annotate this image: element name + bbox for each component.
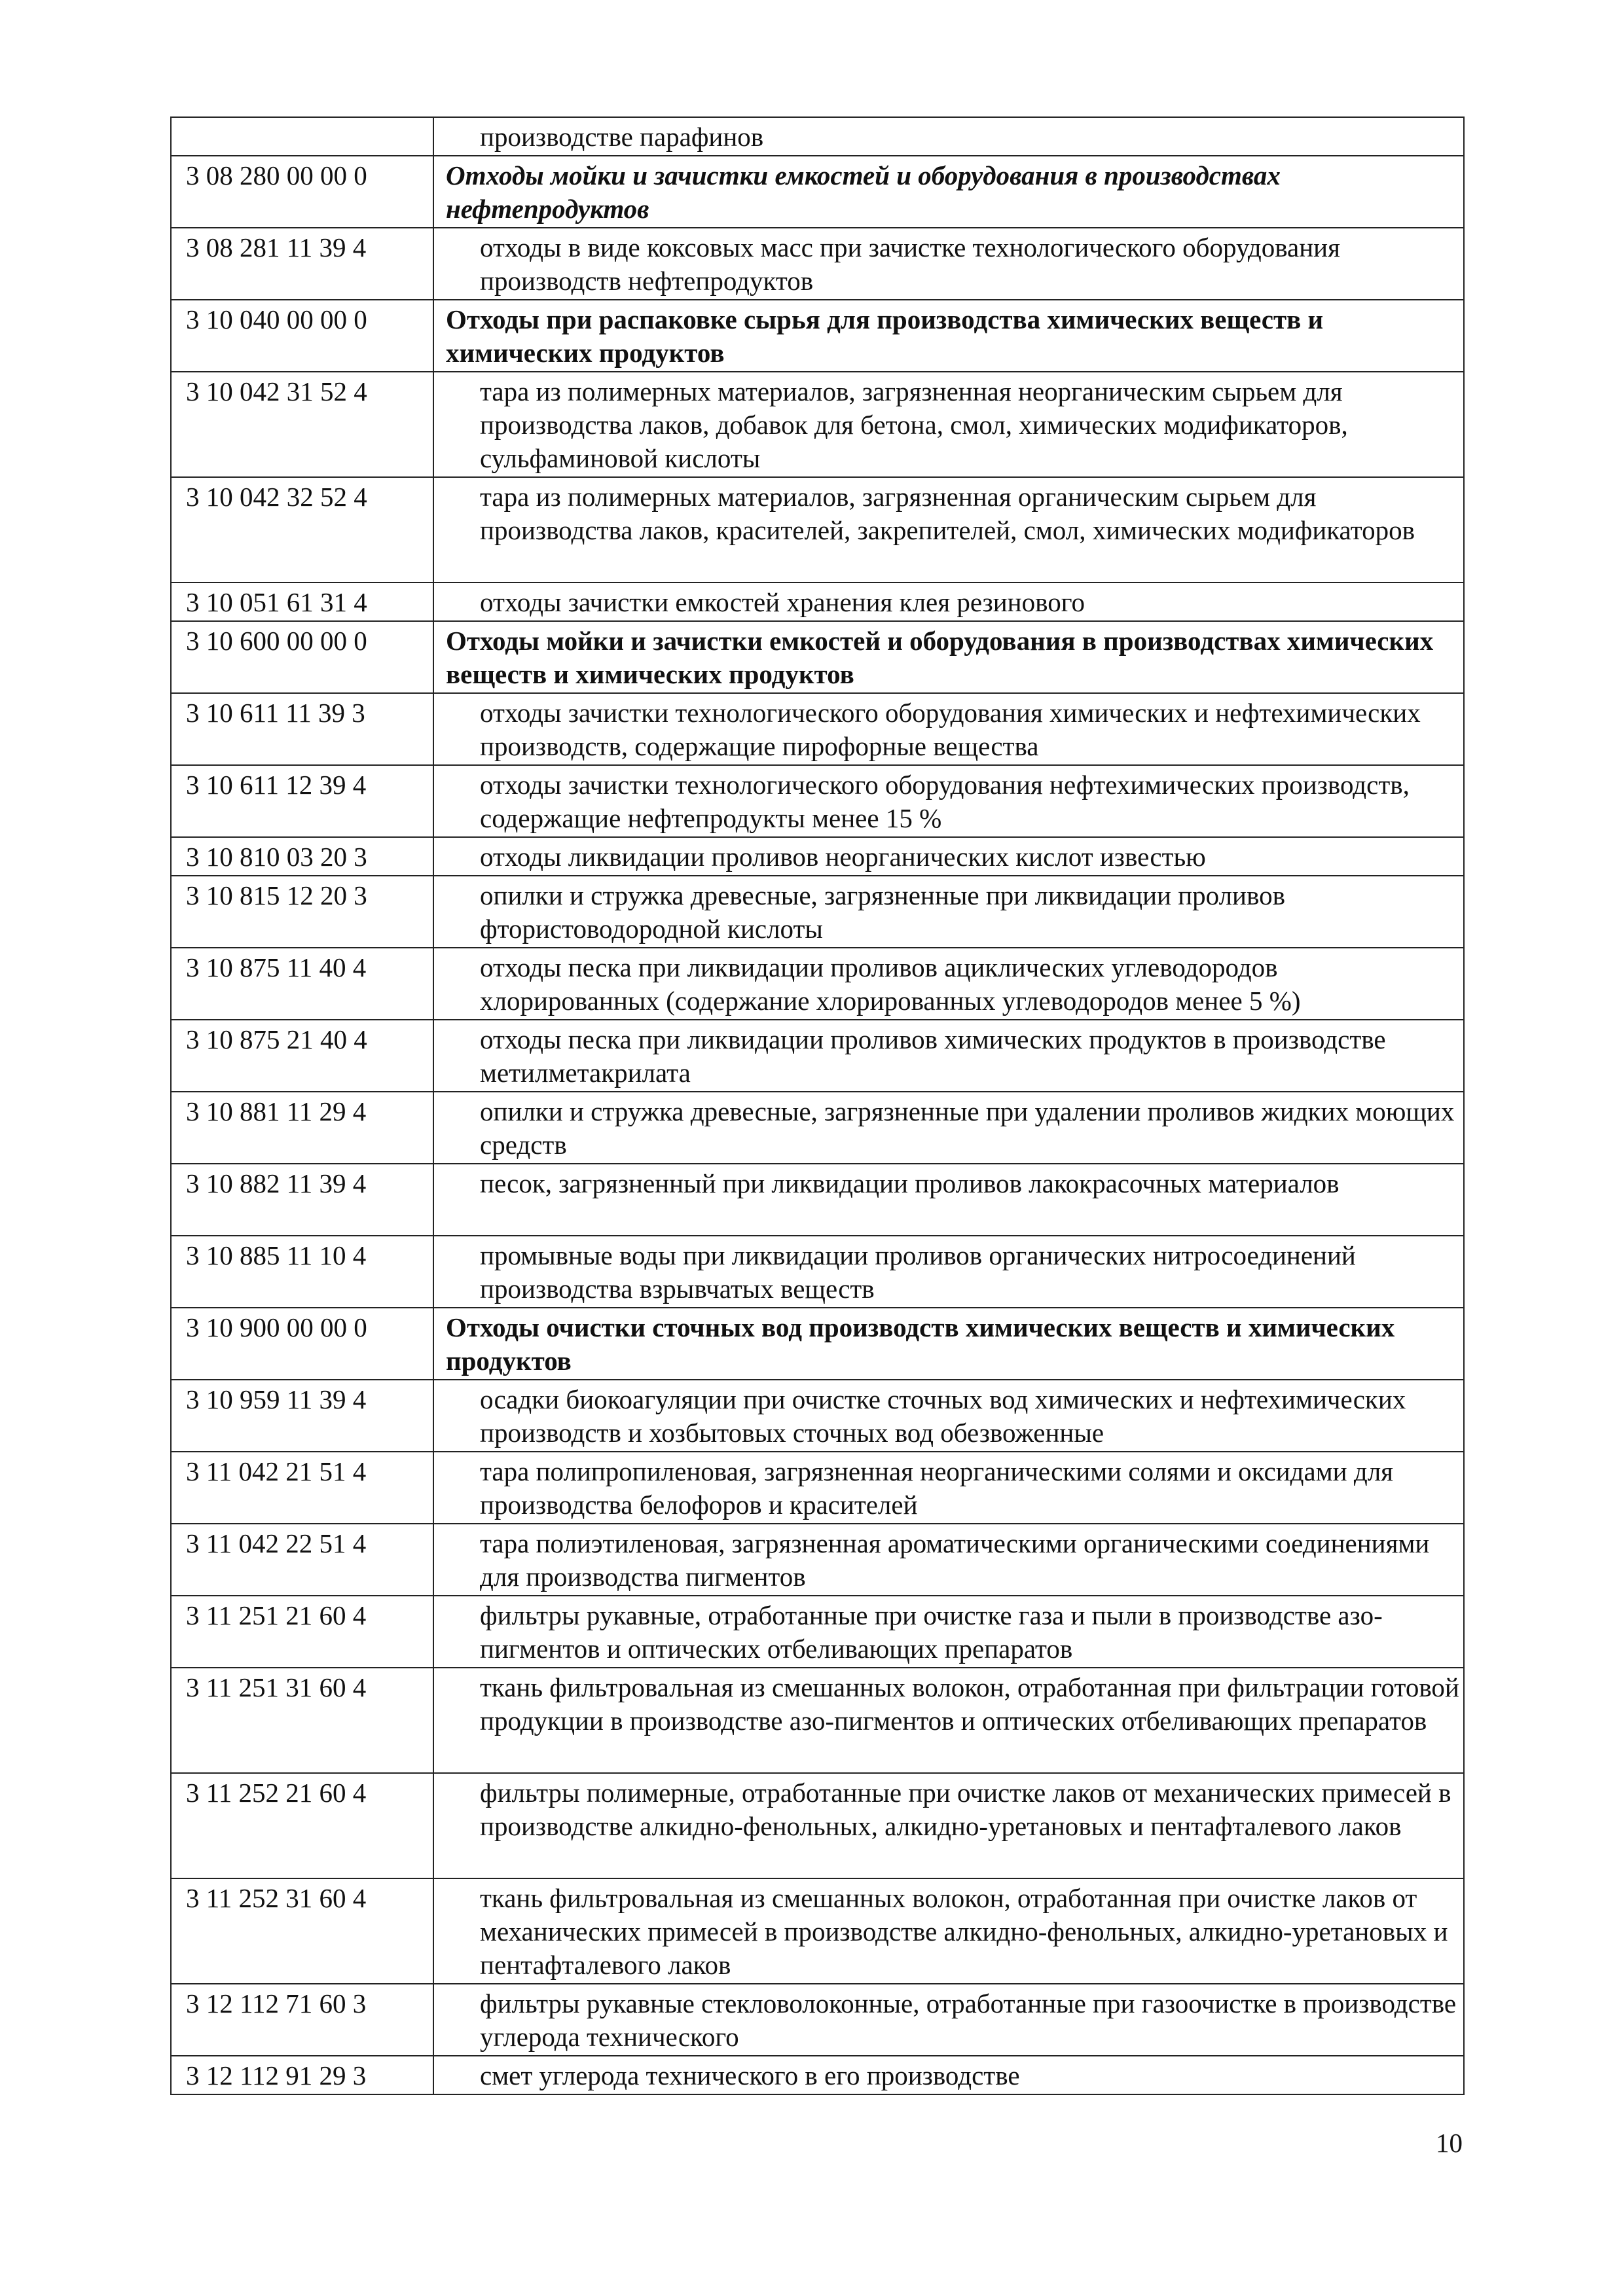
waste-code-cell: 3 10 875 21 40 4 xyxy=(171,1020,433,1092)
table-row xyxy=(171,837,1464,876)
waste-description-cell: отходы песка при ликвидации проливов ациклических углеводородов хлорированных (содержание хлорированных углеводородов менее 5 %) xyxy=(433,948,1464,1020)
table-row xyxy=(171,156,1464,228)
table-row xyxy=(171,300,1464,372)
table-row xyxy=(171,621,1464,693)
table-row xyxy=(171,876,1464,948)
waste-group-header-cell: Отходы очистки сточных вод производств химических веществ и химических продуктов xyxy=(433,1308,1464,1380)
waste-description-cell: промывные воды при ликвидации проливов органических нитросоединений производства взрывчатых веществ xyxy=(433,1236,1464,1308)
waste-description-cell: отходы зачистки емкостей хранения клея резинового xyxy=(433,583,1464,621)
waste-description-cell: смет углерода технического в его производстве xyxy=(433,2056,1464,2094)
waste-code-cell: 3 10 885 11 10 4 xyxy=(171,1236,433,1308)
table-row xyxy=(171,583,1464,621)
table-row xyxy=(171,1020,1464,1092)
waste-code-cell: 3 12 112 91 29 3 xyxy=(171,2056,433,2094)
waste-code-cell: 3 11 252 31 60 4 xyxy=(171,1878,433,1984)
waste-description-cell: тара из полимерных материалов, загрязненная неорганическим сырьем для производства лаков, добавок для бетона, смол, химических модификаторов, сульфаминовой кислоты xyxy=(433,372,1464,477)
waste-description-cell: тара полиэтиленовая, загрязненная ароматическими органическими соединениями для производства пигментов xyxy=(433,1524,1464,1596)
waste-code-cell: 3 10 882 11 39 4 xyxy=(171,1164,433,1236)
waste-description-cell: отходы песка при ликвидации проливов химических продуктов в производстве метилметакрилата xyxy=(433,1020,1464,1092)
table-row xyxy=(171,1452,1464,1524)
table-row xyxy=(171,1380,1464,1452)
table-row xyxy=(171,1878,1464,1984)
waste-code-cell: 3 10 881 11 29 4 xyxy=(171,1092,433,1164)
waste-code-cell: 3 11 042 22 51 4 xyxy=(171,1524,433,1596)
waste-description-cell: опилки и стружка древесные, загрязненные при ликвидации проливов фтористоводородной кислоты xyxy=(433,876,1464,948)
table-row xyxy=(171,1596,1464,1668)
waste-code-cell: 3 10 611 12 39 4 xyxy=(171,765,433,837)
waste-code-cell: 3 11 251 21 60 4 xyxy=(171,1596,433,1668)
waste-code-table xyxy=(170,117,1465,2095)
table-row xyxy=(171,477,1464,583)
waste-description-cell: фильтры полимерные, отработанные при очистке лаков от механических примесей в производстве алкидно-фенольных, алкидно-уретановых и пентафталевого лаков xyxy=(433,1773,1464,1878)
waste-group-header-cell: Отходы при распаковке сырья для производства химических веществ и химических продуктов xyxy=(433,300,1464,372)
waste-code-cell: 3 10 051 61 31 4 xyxy=(171,583,433,621)
table-row xyxy=(171,2056,1464,2094)
table-row xyxy=(171,1164,1464,1236)
waste-code-cell: 3 11 251 31 60 4 xyxy=(171,1668,433,1773)
waste-code-cell: 3 10 042 32 52 4 xyxy=(171,477,433,583)
waste-group-header-cell: Отходы мойки и зачистки емкостей и оборудования в производствах нефтепродуктов xyxy=(433,156,1464,228)
waste-code-cell: 3 10 959 11 39 4 xyxy=(171,1380,433,1452)
table-row xyxy=(171,372,1464,477)
waste-description-cell: опилки и стружка древесные, загрязненные при удалении проливов жидких моющих средств xyxy=(433,1092,1464,1164)
waste-description-cell: ткань фильтровальная из смешанных волокон, отработанная при очистке лаков от механических примесей в производстве алкидно-фенольных, алкидно-уретановых и пентафталевого лаков xyxy=(433,1878,1464,1984)
waste-description-cell: ткань фильтровальная из смешанных волокон, отработанная при фильтрации готовой продукции в производстве азо-пигментов и оптических отбеливающих препаратов xyxy=(433,1668,1464,1773)
waste-code-cell: 3 08 280 00 00 0 xyxy=(171,156,433,228)
table-row xyxy=(171,765,1464,837)
waste-description-cell: фильтры рукавные стекловолоконные, отработанные при газоочистке в производстве углерода технического xyxy=(433,1984,1464,2056)
waste-description-cell: отходы зачистки технологического оборудования нефтехимических производств, содержащие нефтепродукты менее 15 % xyxy=(433,765,1464,837)
waste-description-cell: отходы в виде коксовых масс при зачистке технологического оборудования производств нефтепродуктов xyxy=(433,228,1464,300)
waste-code-cell: 3 11 252 21 60 4 xyxy=(171,1773,433,1878)
table-row xyxy=(171,693,1464,765)
table-row xyxy=(171,117,1464,156)
table-row xyxy=(171,1524,1464,1596)
waste-code-cell: 3 10 611 11 39 3 xyxy=(171,693,433,765)
table-row xyxy=(171,228,1464,300)
waste-code-cell xyxy=(171,117,433,156)
waste-code-cell: 3 10 810 03 20 3 xyxy=(171,837,433,876)
page-number: 10 xyxy=(1436,2128,1463,2158)
waste-code-cell: 3 12 112 71 60 3 xyxy=(171,1984,433,2056)
waste-description-cell: тара полипропиленовая, загрязненная неорганическими солями и оксидами для производства белофоров и красителей xyxy=(433,1452,1464,1524)
waste-description-cell: фильтры рукавные, отработанные при очистке газа и пыли в производстве азо-пигментов и оптических отбеливающих препаратов xyxy=(433,1596,1464,1668)
waste-description-cell: отходы зачистки технологического оборудования химических и нефтехимических производств, содержащие пирофорные вещества xyxy=(433,693,1464,765)
table-row xyxy=(171,1773,1464,1878)
waste-description-cell: осадки биокоагуляции при очистке сточных вод химических и нефтехимических производств и хозбытовых сточных вод обезвоженные xyxy=(433,1380,1464,1452)
waste-code-cell: 3 10 815 12 20 3 xyxy=(171,876,433,948)
table-body xyxy=(171,117,1464,2094)
waste-code-cell: 3 10 900 00 00 0 xyxy=(171,1308,433,1380)
table-row xyxy=(171,1668,1464,1773)
table-row xyxy=(171,1092,1464,1164)
waste-code-cell: 3 10 042 31 52 4 xyxy=(171,372,433,477)
table-row xyxy=(171,1308,1464,1380)
waste-code-cell: 3 08 281 11 39 4 xyxy=(171,228,433,300)
waste-description-cell: песок, загрязненный при ликвидации проливов лакокрасочных материалов xyxy=(433,1164,1464,1236)
waste-description-cell: тара из полимерных материалов, загрязненная органическим сырьем для производства лаков, красителей, закрепителей, смол, химических модификаторов xyxy=(433,477,1464,583)
waste-code-cell: 3 10 600 00 00 0 xyxy=(171,621,433,693)
waste-code-cell: 3 10 040 00 00 0 xyxy=(171,300,433,372)
waste-description-cell: отходы ликвидации проливов неорганических кислот известью xyxy=(433,837,1464,876)
waste-description-cell: производстве парафинов xyxy=(433,117,1464,156)
waste-code-cell: 3 10 875 11 40 4 xyxy=(171,948,433,1020)
table-row xyxy=(171,1984,1464,2056)
table-row xyxy=(171,948,1464,1020)
waste-group-header-cell: Отходы мойки и зачистки емкостей и оборудования в производствах химических веществ и химических продуктов xyxy=(433,621,1464,693)
waste-code-cell: 3 11 042 21 51 4 xyxy=(171,1452,433,1524)
table-row xyxy=(171,1236,1464,1308)
